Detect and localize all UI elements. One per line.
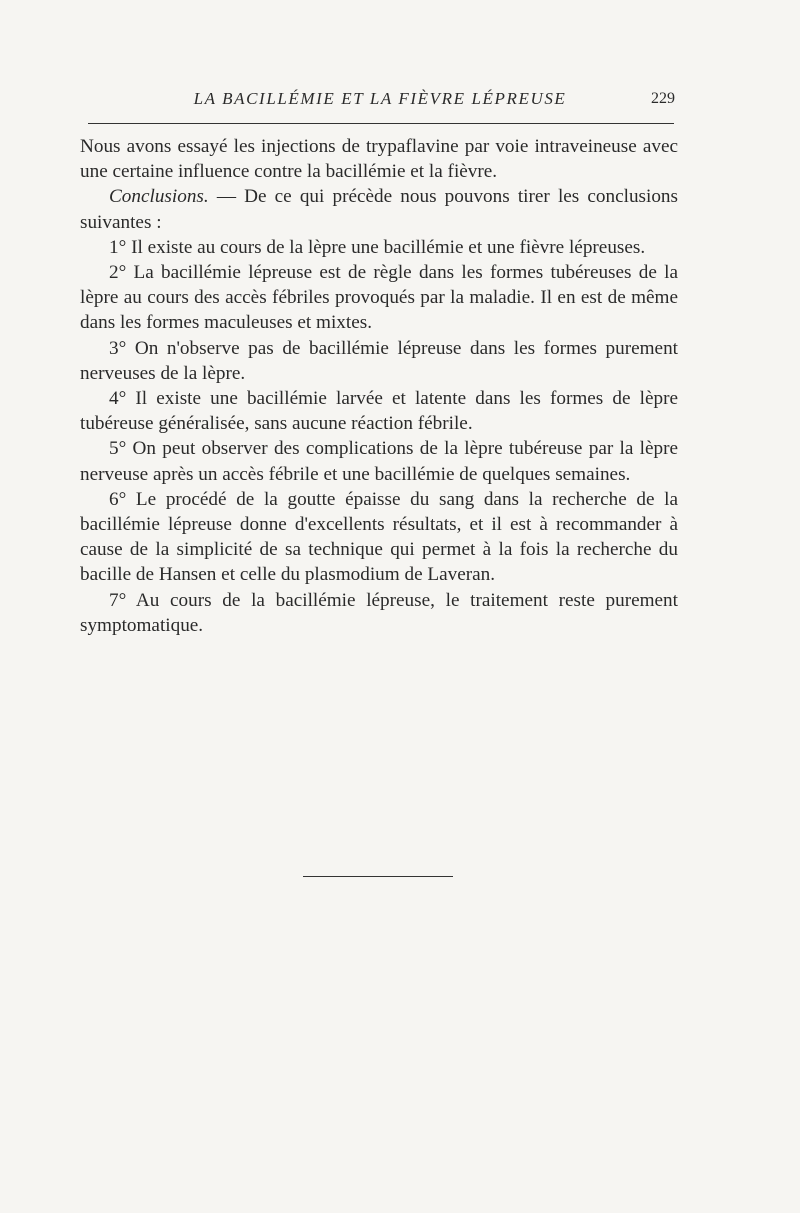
body-text	[80, 134, 678, 638]
paragraph-intro	[80, 134, 678, 184]
page-header	[85, 89, 675, 115]
conclusion-item-2: 2° La bacillémie lépreuse est de règle dans les formes tubéreuses de la lèpre au cours des accès fébriles provoqués par la maladie. Il en est de même dans les formes maculeuses et mixtes.	[80, 262, 678, 334]
conclusion-item-5: 5° On peut observer des complications de la lèpre tubéreuse par la lèpre nerveuse après un accès fébrile et une bacillémie de quelques semaines.	[80, 438, 678, 485]
end-rule	[303, 876, 453, 877]
conclusion-item-4: 4° Il existe une bacillémie larvée et latente dans les formes de lèpre tubéreuse généralisée, sans aucune réaction fébrile.	[80, 388, 678, 435]
paragraph-conclusions	[80, 184, 678, 234]
paragraph-intro-text: Nous avons essayé les injections de trypaflavine par voie intraveineuse avec une certaine influence contre la bacillémie et la fièvre.	[80, 136, 678, 183]
conclusion-item-1: 1° Il existe au cours de la lèpre une bacillémie et une fièvre lépreuses.	[109, 236, 646, 258]
page-number: 229	[651, 90, 675, 107]
conclusion-item-7: 7° Au cours de la bacillémie lépreuse, le traitement reste purement symptomatique.	[80, 589, 678, 636]
conclusion-item-3: 3° On n'observe pas de bacillémie lépreuse dans les formes purement nerveuses de la lèpre.	[80, 337, 678, 384]
conclusion-item-6: 6° Le procédé de la goutte épaisse du sang dans la recherche de la bacillémie lépreuse donne d'excellents résultats, et il est à recommander à cause de la simplicité de sa technique qui permet à la fois la recherche du bacille de Hansen et celle du plasmodium de Laveran.	[80, 488, 678, 586]
running-title: LA BACILLÉMIE ET LA FIÈVRE LÉPREUSE	[193, 89, 567, 108]
conclusions-heading: Conclusions.	[109, 186, 209, 208]
header-rule	[88, 123, 674, 124]
conclusions-intro-text: — De ce qui précède nous pouvons tirer les conclusions suivantes :	[80, 186, 678, 233]
